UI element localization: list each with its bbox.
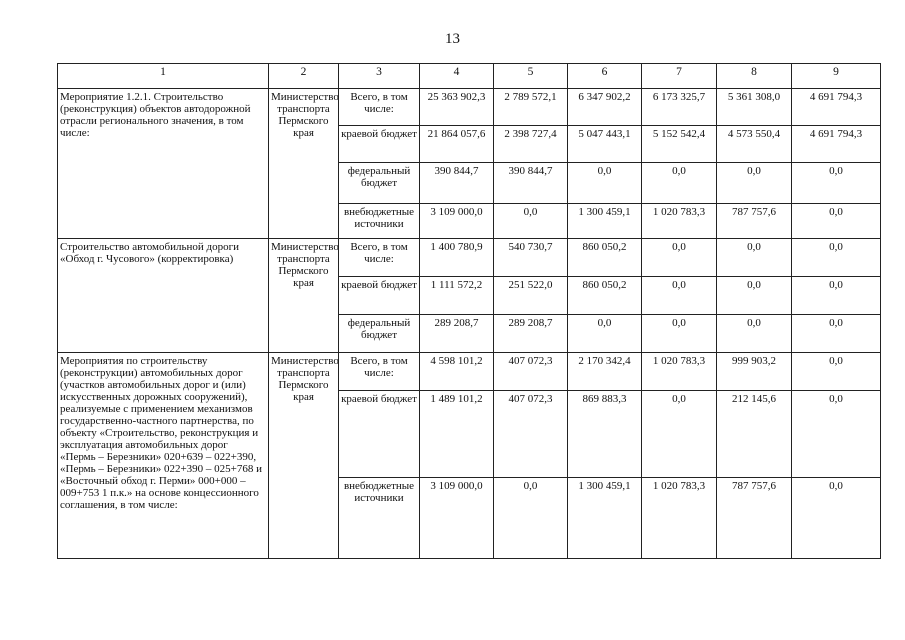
funding-source: краевой бюджет [339, 126, 420, 163]
value-total: 4 598 101,2 [420, 353, 494, 391]
value-year: 0,0 [494, 478, 568, 559]
executor-cell: Министерство транспорта Пермского края [269, 353, 339, 559]
table-row [58, 353, 881, 391]
value-year: 1 300 459,1 [568, 478, 642, 559]
page-number: 13 [445, 31, 460, 47]
value-total: 289 208,7 [420, 315, 494, 353]
value-year: 0,0 [568, 315, 642, 353]
value-total: 1 111 572,2 [420, 277, 494, 315]
col-number: 5 [494, 64, 568, 89]
value-total: 21 864 057,6 [420, 126, 494, 163]
value-year: 4 691 794,3 [792, 89, 881, 126]
value-year: 212 145,6 [717, 391, 792, 478]
value-year: 0,0 [494, 204, 568, 239]
value-year: 2 398 727,4 [494, 126, 568, 163]
value-total: 390 844,7 [420, 163, 494, 204]
value-year: 1 020 783,3 [642, 353, 717, 391]
value-year: 0,0 [642, 163, 717, 204]
value-year: 6 173 325,7 [642, 89, 717, 126]
col-number: 1 [58, 64, 269, 89]
col-number: 8 [717, 64, 792, 89]
budget-table [57, 63, 881, 559]
value-year: 4 691 794,3 [792, 126, 881, 163]
funding-source: федеральный бюджет [339, 163, 420, 204]
value-year: 0,0 [792, 163, 881, 204]
value-year: 1 020 783,3 [642, 478, 717, 559]
value-year: 289 208,7 [494, 315, 568, 353]
value-total: 1 489 101,2 [420, 391, 494, 478]
value-year: 0,0 [792, 353, 881, 391]
value-year: 6 347 902,2 [568, 89, 642, 126]
value-year: 0,0 [717, 239, 792, 277]
value-year: 251 522,0 [494, 277, 568, 315]
value-year: 0,0 [792, 478, 881, 559]
col-number: 9 [792, 64, 881, 89]
value-year: 0,0 [792, 239, 881, 277]
column-numbers-row [58, 64, 881, 89]
value-total: 1 400 780,9 [420, 239, 494, 277]
value-total: 25 363 902,3 [420, 89, 494, 126]
value-year: 1 020 783,3 [642, 204, 717, 239]
executor-cell: Министерство транспорта Пермского края [269, 239, 339, 353]
value-year: 0,0 [792, 204, 881, 239]
value-year: 787 757,6 [717, 204, 792, 239]
value-year: 0,0 [792, 315, 881, 353]
funding-source: Всего, в том числе: [339, 353, 420, 391]
activity-description: Строительство автомобильной дороги «Обход г. Чусового» (корректировка) [58, 239, 269, 353]
col-number: 4 [420, 64, 494, 89]
value-year: 0,0 [717, 163, 792, 204]
value-year: 0,0 [792, 391, 881, 478]
value-year: 1 300 459,1 [568, 204, 642, 239]
value-year: 999 903,2 [717, 353, 792, 391]
value-year: 787 757,6 [717, 478, 792, 559]
value-year: 860 050,2 [568, 277, 642, 315]
value-year: 0,0 [642, 277, 717, 315]
value-total: 3 109 000,0 [420, 478, 494, 559]
value-year: 0,0 [717, 277, 792, 315]
col-number: 2 [269, 64, 339, 89]
value-year: 390 844,7 [494, 163, 568, 204]
table-row [58, 239, 881, 277]
value-year: 0,0 [568, 163, 642, 204]
executor-cell: Министерство транспорта Пермского края [269, 89, 339, 239]
activity-description: Мероприятие 1.2.1. Строительство (реконструкция) объектов автодорожной отрасли регионального значения, в том числе: [58, 89, 269, 239]
col-number: 7 [642, 64, 717, 89]
col-number: 6 [568, 64, 642, 89]
value-total: 3 109 000,0 [420, 204, 494, 239]
value-year: 4 573 550,4 [717, 126, 792, 163]
value-year: 2 170 342,4 [568, 353, 642, 391]
value-year: 5 361 308,0 [717, 89, 792, 126]
funding-source: Всего, в том числе: [339, 239, 420, 277]
value-year: 0,0 [717, 315, 792, 353]
funding-source: краевой бюджет [339, 277, 420, 315]
activity-description: Мероприятия по строительству (реконструкции) автомобильных дорог (участков автомобильных дорог и (или) искусственных дорожных сооружений), реализуемые с применением механизмов государственно-частного партнерства, по объекту «Строительство, реконструкция и эксплуатация автомобильных дорог «Пермь – Березники» 020+639 – 022+390, «Пермь – Березники» 022+390 – 025+768 и «Восточный обход г. Перми» 000+000 – 009+753 1 п.к.» на основе концессионного соглашения, в том числе: [58, 353, 269, 559]
funding-source: внебюджетные источники [339, 478, 420, 559]
value-year: 407 072,3 [494, 391, 568, 478]
value-year: 5 152 542,4 [642, 126, 717, 163]
value-year: 5 047 443,1 [568, 126, 642, 163]
value-year: 0,0 [792, 277, 881, 315]
value-year: 0,0 [642, 239, 717, 277]
funding-source: Всего, в том числе: [339, 89, 420, 126]
value-year: 860 050,2 [568, 239, 642, 277]
value-year: 407 072,3 [494, 353, 568, 391]
value-year: 540 730,7 [494, 239, 568, 277]
value-year: 0,0 [642, 315, 717, 353]
value-year: 2 789 572,1 [494, 89, 568, 126]
value-year: 0,0 [642, 391, 717, 478]
value-year: 869 883,3 [568, 391, 642, 478]
funding-source: внебюджетные источники [339, 204, 420, 239]
table-row [58, 89, 881, 126]
funding-source: краевой бюджет [339, 391, 420, 478]
col-number: 3 [339, 64, 420, 89]
funding-source: федеральный бюджет [339, 315, 420, 353]
